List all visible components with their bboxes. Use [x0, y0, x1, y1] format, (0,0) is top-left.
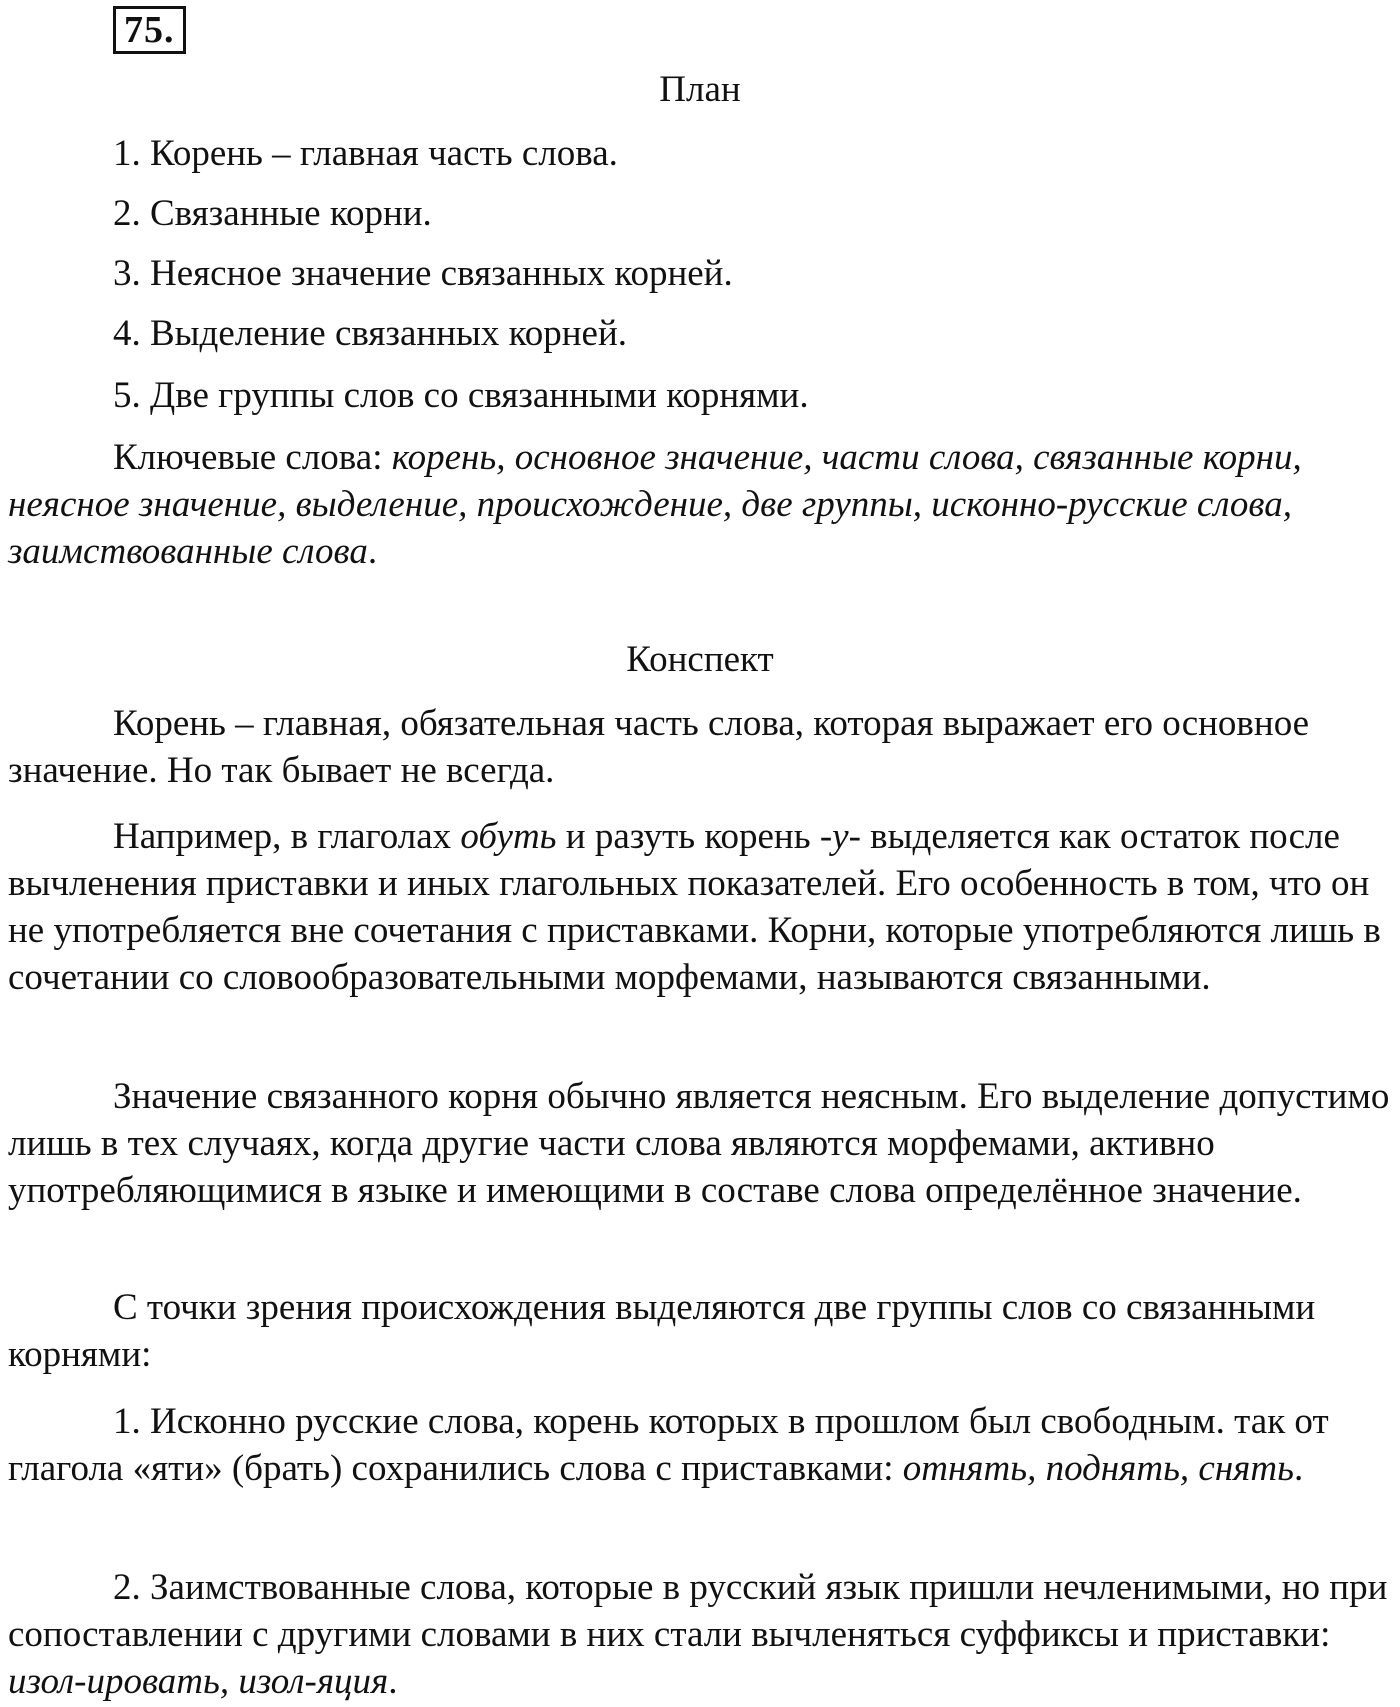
- plan-item-2: 2. Связанные корни.: [113, 193, 432, 234]
- plan-item-1: 1. Корень – главная часть слова.: [113, 133, 618, 174]
- summary-paragraph-2: [8, 813, 1400, 1001]
- keywords-paragraph: [8, 434, 1400, 575]
- keywords-list: корень, основное значение, части слова, связанные корни, неясное значение, выделение, происхождение, две группы, исконно-русские слова, заимствованные слова: [8, 437, 1302, 572]
- plan-item-3: 3. Неясное значение связанных корней.: [113, 253, 733, 294]
- p5-italic-examples: отнять, поднять, снять: [902, 1448, 1294, 1489]
- p2-start: Например, в глаголах: [113, 816, 461, 857]
- plan-item-4: 4. Выделение связанных корней.: [113, 313, 627, 354]
- p2-end: выделяется как остаток после вычленения приставки и иных глагольных показателей. Его особенность в том, что он не употребляется вне сочетания с приставками. Корни, которые употребляются лишь в сочетании со словообразовательными морфемами, называются связанными.: [8, 816, 1381, 998]
- plan-item-5: 5. Две группы слов со связанными корнями.: [113, 375, 809, 416]
- summary-paragraph-3: Значение связанного корня обычно является неясным. Его выделение допустимо лишь в тех случаях, когда другие части слова являются морфемами, активно употребляющимися в языке и имеющими в составе слова определённое значение.: [8, 1076, 1390, 1211]
- p2-italic-word-2: -у-: [819, 816, 861, 857]
- task-number: 75.: [113, 6, 186, 54]
- summary-paragraph-6: [8, 1564, 1400, 1705]
- keywords-label: Ключевые слова:: [113, 437, 392, 478]
- p5-start: 1. Исконно русские слова, корень которых в прошлом был свободным. так от глагола «яти» (брать) сохранились слова с приставками:: [8, 1401, 1329, 1489]
- p2-middle: и разуть корень: [556, 816, 820, 857]
- summary-paragraph-1: Корень – главная, обязательная часть слова, которая выражает его основное значение. Но так бывает не всегда.: [8, 703, 1310, 791]
- p2-italic-word-1: обуть: [460, 816, 557, 857]
- p6-italic-examples: изол-ировать, изол-яция: [8, 1661, 389, 1702]
- summary-paragraph-5: [8, 1398, 1400, 1492]
- summary-paragraph-4: С точки зрения происхождения выделяются две группы слов со связанными корнями:: [8, 1287, 1316, 1375]
- summary-title: Конспект: [626, 639, 774, 680]
- p5-end: .: [1293, 1448, 1304, 1489]
- p6-start: 2. Заимствованные слова, которые в русский язык пришли нечленимыми, но при сопоставлении с другими словами в них стали вычленяться суффиксы и приставки:: [8, 1567, 1388, 1655]
- p6-end: .: [388, 1661, 398, 1702]
- plan-title: План: [659, 69, 741, 110]
- keywords-end: .: [367, 531, 378, 572]
